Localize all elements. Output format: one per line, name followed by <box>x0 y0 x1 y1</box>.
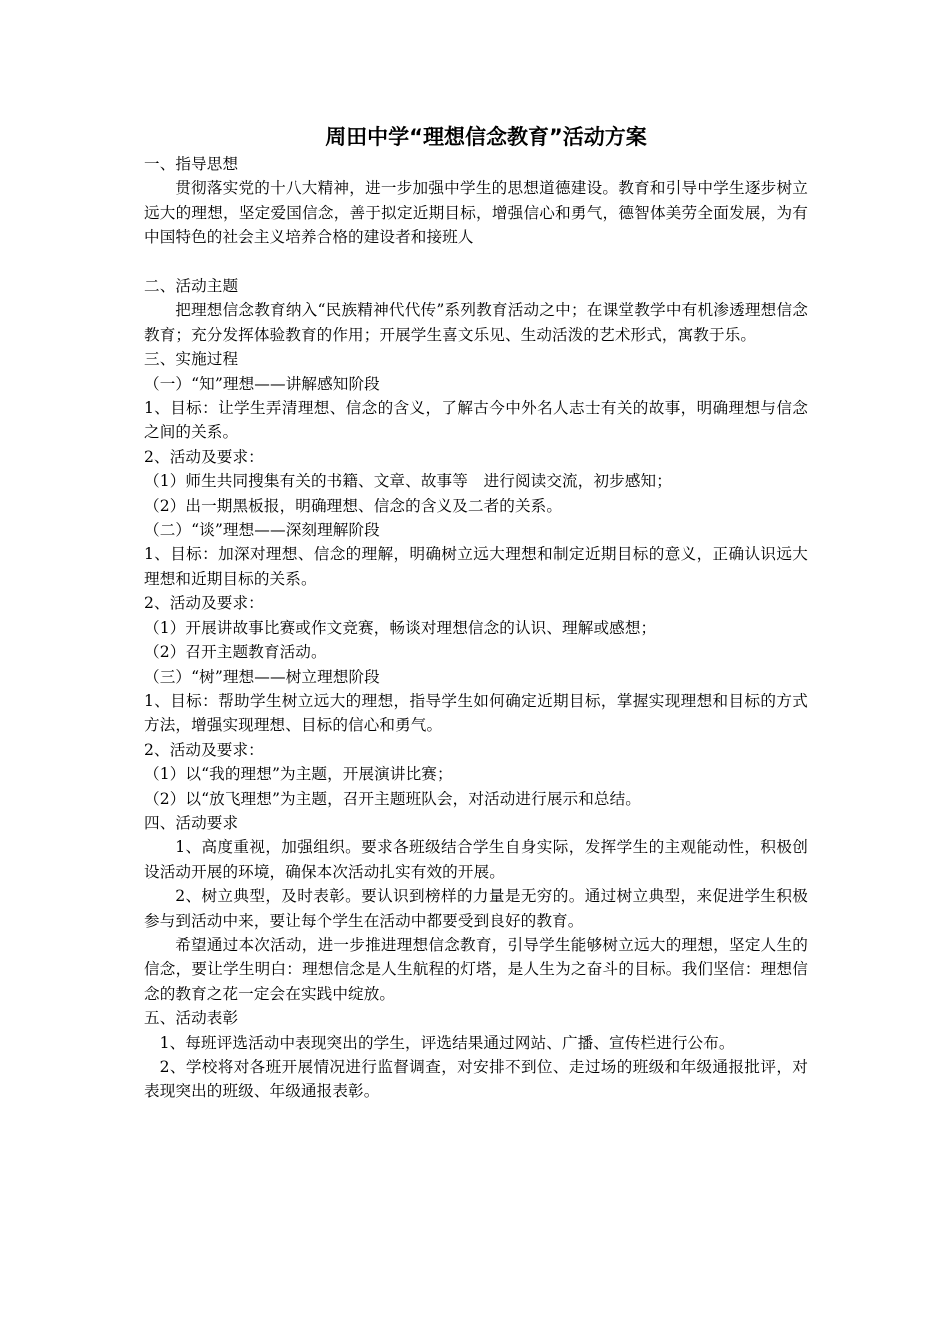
section-heading-implementation: 三、实施过程 <box>144 350 239 369</box>
paragraph-know-goal: 1、目标：让学生弄清理想、信念的含义，了解古今中外名人志士有关的故事，明确理想与信念之间的关系。 <box>144 399 808 442</box>
blank-line <box>144 250 808 274</box>
paragraph-requirements-3: 希望通过本次活动，进一步推进理想信念教育，引导学生能够树立远大的理想，坚定人生的信念，要让学生明白：理想信念是人生航程的灯塔，是人生为之奋斗的目标。我们坚信：理想信念的教育之花一定会在实践中绽放。 <box>144 935 808 1003</box>
document-title: 周田中学“理想信念教育”活动方案 <box>325 125 647 149</box>
paragraph-requirements-2: 2、树立典型，及时表彰。要认识到榜样的力量是无穷的。通过树立典型，来促进学生积极参与到活动中来，要让每个学生在活动中都要受到良好的教育。 <box>144 887 808 930</box>
paragraph-requirements-1: 1、高度重视，加强组织。要求各班级结合学生自身实际，发挥学生的主观能动性，积极创设活动开展的环境，确保本次活动扎实有效的开展。 <box>144 838 808 881</box>
list-item-establish-2: （2）以“放飞理想”为主题，召开主题班队会，对活动进行展示和总结。 <box>144 789 641 808</box>
paragraph-talk-goal: 1、目标：加深对理想、信念的理解，明确树立远大理想和制定近期目标的意义，正确认识远大理想和近期目标的关系。 <box>144 545 808 588</box>
list-item-talk-2: （2）召开主题教育活动。 <box>144 643 327 662</box>
paragraph-activity-theme: 把理想信念教育纳入“民族精神代代传”系列教育活动之中；在课堂教学中有机渗透理想信念教育；充分发挥体验教育的作用；开展学生喜文乐见、生动活泼的艺术形式，寓教于乐。 <box>144 301 808 344</box>
section-heading-commendation: 五、活动表彰 <box>144 1009 239 1028</box>
subsection-heading-know: （一）“知”理想——讲解感知阶段 <box>144 374 380 393</box>
list-item-talk-1: （1）开展讲故事比赛或作文竞赛，畅谈对理想信念的认识、理解或感想； <box>144 618 657 637</box>
paragraph-commendation-2: 2、学校将对各班开展情况进行监督调查，对安排不到位、走过场的班级和年级通报批评，对表现突出的班级、年级通报表彰。 <box>144 1058 808 1101</box>
paragraph-establish-requirements: 2、活动及要求： <box>144 740 264 759</box>
list-item-know-2: （2）出一期黑板报，明确理想、信念的含义及二者的关系。 <box>144 496 563 515</box>
subsection-heading-talk: （二）“谈”理想——深刻理解阶段 <box>144 521 380 540</box>
section-heading-activity-theme: 二、活动主题 <box>144 277 239 296</box>
list-item-know-1: （1）师生共同搜集有关的书籍、文章、故事等 进行阅读交流，初步感知； <box>144 472 672 491</box>
subsection-heading-establish: （三）“树”理想——树立理想阶段 <box>144 667 380 686</box>
section-heading-activity-requirements: 四、活动要求 <box>144 813 239 832</box>
paragraph-establish-goal: 1、目标：帮助学生树立远大的理想，指导学生如何确定近期目标，掌握实现理想和目标的方式方法，增强实现理想、目标的信心和勇气。 <box>144 691 808 735</box>
paragraph-know-requirements: 2、活动及要求： <box>144 447 264 466</box>
paragraph-talk-requirements: 2、活动及要求： <box>144 594 264 613</box>
list-item-establish-1: （1）以“我的理想”为主题，开展演讲比赛； <box>144 765 453 784</box>
paragraph-commendation-1: 1、每班评选活动中表现突出的学生，评选结果通过网站、广播、宣传栏进行公布。 <box>159 1033 735 1052</box>
paragraph-guiding-thought: 贯彻落实党的十八大精神，进一步加强中学生的思想道德建设。教育和引导中学生逐步树立远大的理想，坚定爱国信念，善于拟定近期目标，增强信心和勇气，德智体美劳全面发展，为有中国特色的社会主义培养合格的建设者和接班人 <box>144 179 808 247</box>
section-heading-guiding-thought: 一、指导思想 <box>144 155 239 173</box>
document-page <box>144 122 808 1104</box>
